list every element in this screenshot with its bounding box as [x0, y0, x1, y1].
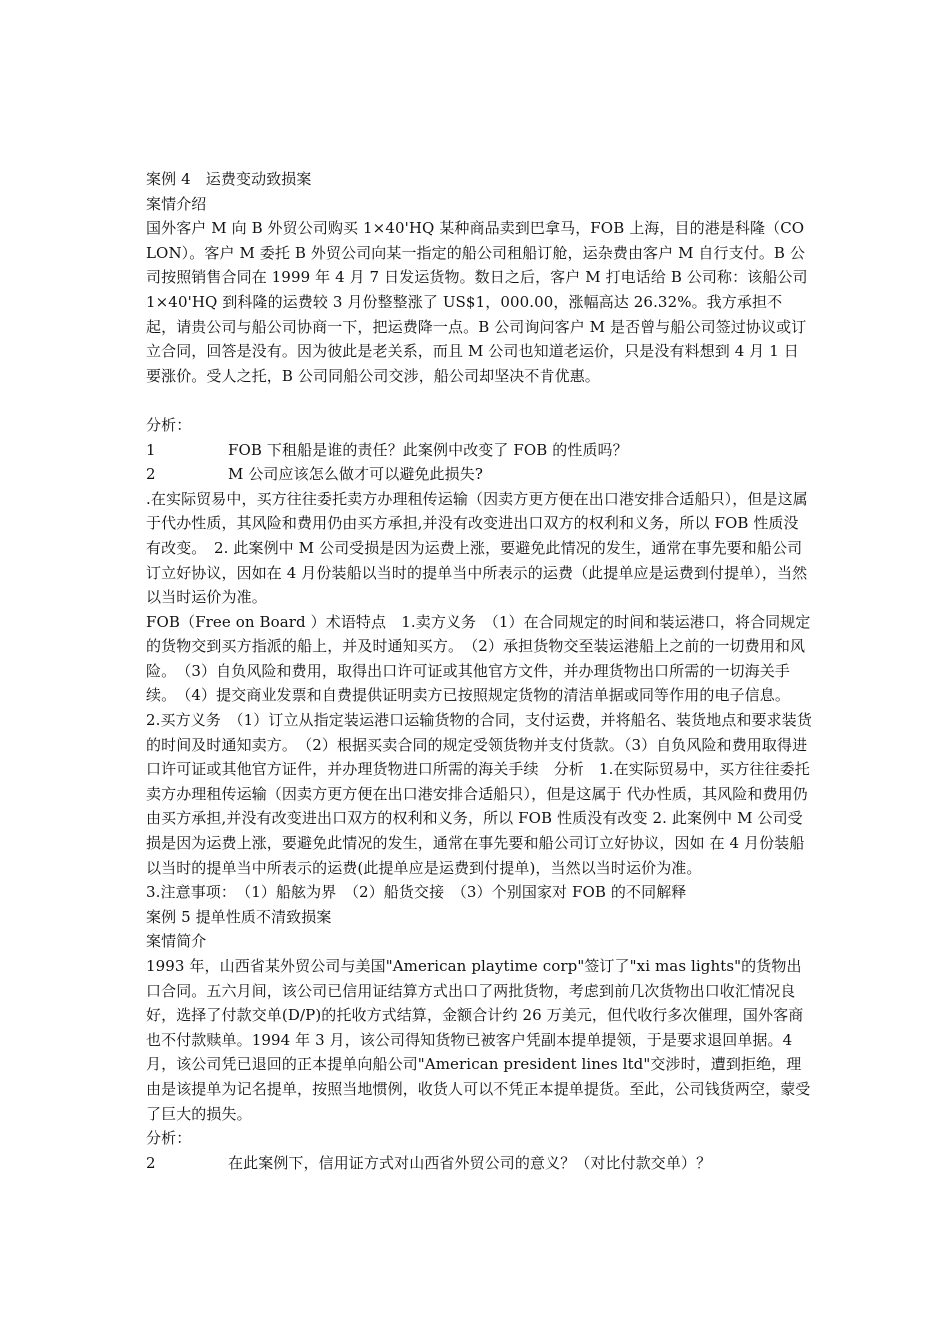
case5-question-2: [146, 1151, 812, 1176]
case5-intro-heading: 案情简介: [146, 932, 207, 951]
question-text: FOB 下租船是谁的责任？此案例中改变了 FOB 的性质吗？: [228, 440, 628, 459]
blank-line: [146, 388, 812, 413]
case4-analysis-heading: 分析：: [146, 415, 192, 434]
case4-intro-paragraph: 国外客户 M 向 B 外贸公司购买 1×40'HQ 某种商品卖到巴拿马，FOB 上海，目的港是科隆（COLON）。客户 M 委托 B 外贸公司向某一指定的船公司租船订舱，运杂费由客户 M 自行支付。B 公司按照销售合同在 1999 年 4 月 7 日发运货物。数日之后，客户 M 打电话给 B 公司称：该船公司 1×40'HQ 到科隆的运费较 3 月份整整涨了 US$1，000.00，涨幅高达 26.32%。我方承担不起，请贵公司与船公司协商一下，把运费降一点。B 公司询问客户 M 是否曾与船公司签过协议或订立合同，回答是没有。因为彼此是老关系，而且 M 公司也知道老运价，只是没有料想到 4 月 1 日要涨价。受人之托，B 公司同船公司交涉，船公司却坚决不肯优惠。: [146, 219, 808, 385]
question-number: 2: [146, 465, 156, 484]
case5-analysis-heading: 分析：: [146, 1129, 192, 1148]
case4-title: 案例 4 运费变动致损案: [146, 170, 312, 188]
document-body: [146, 167, 812, 1175]
case4-intro-heading: 案情介绍: [146, 194, 207, 213]
case4-notes: 3.注意事项： （1）船舷为界 （2）船货交接 （3）个别国家对 FOB 的不同解释: [146, 883, 687, 902]
case5-intro-paragraph: 1993 年，山西省某外贸公司与美国"American playtime corp"签订了"xi mas lights"的货物出口合同。五六月间，该公司已信用证结算方式出口了两批货物，考虑到前几次货物出口收汇情况良好，选择了付款交单(D/P)的托收方式结算，金额合计约 26 万美元，但代收行多次催理，国外客商也不付款赎单。1994 年 3 月，该公司得知货物已被客户凭副本提单提领，于是要求退回单据。4 月，该公司凭已退回的正本提单向船公司"American president lines ltd"交涉时，遭到拒绝，理由是该提单为记名提单，按照当地惯例，收货人可以不凭正本提单提货。至此，公司钱货两空，蒙受了巨大的损失。: [146, 957, 811, 1123]
case4-question-2: [146, 462, 812, 487]
question-text: 在此案例下，信用证方式对山西省外贸公司的意义？（对比付款交单）？: [228, 1153, 712, 1172]
question-text: M 公司应该怎么做才可以避免此损失?: [228, 465, 483, 484]
question-number: 1: [146, 440, 156, 459]
question-number: 2: [146, 1153, 156, 1172]
case5-title: 案例 5 提单性质不清致损案: [146, 907, 332, 926]
fob-features-paragraph: FOB（Free on Board ）术语特点 1.卖方义务 （1）在合同规定的时间和装运港口，将合同规定的货物交到买方指派的船上，并及时通知买方。 （2）承担货物交至装运港船上之前的一切费用和风险。 （3）自负风险和费用，取得出口许可证或其他官方文件，并办理货物出口所需的一切海关手续。 （4）提交商业发票和自费提供证明卖方已按照规定货物的清洁单据或同等作用的电子信息。 2.买方义务 （1）订立从指定装运港口运输货物的合同，支付运费，并将船名、装货地点和要求装货的时间及时通知卖方。 （2）根据买卖合同的规定受领货物并支付货款。（3）自负风险和费用取得进口许可证或其他官方证件，并办理货物进口所需的海关手续 分析 1.在实际贸易中，买方往往委托卖方办理租传运输（因卖方更方便在出口港安排合适船只），但是这属于 代办性质，其风险和费用仍由买方承担,并没有改变进出口双方的权利和义务，所以 FOB 性质没有改变 2. 此案例中 M 公司受损是因为运费上涨，要避免此情况的发生，通常在事先要和船公司订立好协议，因如 在 4 月份装船以当时的提单当中所表示的运费(此提单应是运费到付提单)，当然以当时运价为准。: [146, 612, 812, 877]
case4-answer-paragraph: .在实际贸易中，买方往往委托卖方办理租传运输（因卖方更方便在出口港安排合适船只），但是这属于代办性质，其风险和费用仍由买方承担,并没有改变进出口双方的权利和义务，所以 FOB 性质没有改变。 2. 此案例中 M 公司受损是因为运费上涨，要避免此情况的发生，通常在事先要和船公司订立好协议，因如在 4 月份装船以当时的提单当中所表示的运费（此提单应是运费到付提单），当然以当时运价为准。: [146, 489, 808, 607]
case4-question-1: [146, 438, 812, 463]
